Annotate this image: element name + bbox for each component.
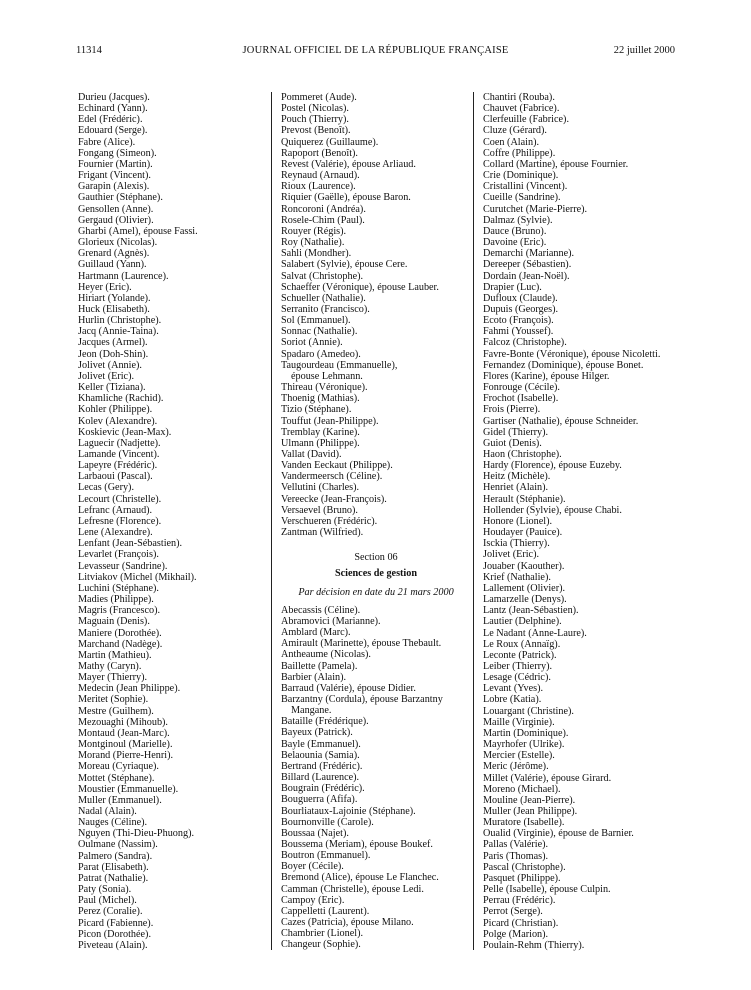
- list-item: Coen (Alain).: [483, 136, 540, 148]
- list-item: Laguecir (Nadjette).: [78, 437, 161, 449]
- list-item: Schaeffer (Véronique), épouse Lauber.: [281, 281, 439, 293]
- list-item: Lene (Alexandre).: [78, 527, 153, 539]
- list-item: Boussaa (Najet).: [281, 827, 349, 839]
- list-item: Boussema (Meriam), épouse Boukef.: [281, 839, 433, 850]
- list-item: Marchand (Nadège).: [78, 638, 163, 650]
- page-header: [76, 44, 675, 58]
- list-item: Bouguerra (Afifa).: [281, 794, 358, 806]
- list-item: Amirault (Marinette), épouse Thebault.: [281, 638, 442, 650]
- list-item: Gharbi (Amel), épouse Fassi.: [78, 225, 198, 237]
- list-item: Houdayer (Pauice).: [483, 527, 563, 539]
- list-item: Lantz (Jean-Sébastien).: [483, 605, 579, 617]
- list-item: Perez (Coralie).: [78, 906, 143, 918]
- list-item: Dordain (Jean-Noël).: [483, 270, 570, 282]
- list-item: Durieu (Jacques).: [78, 92, 150, 103]
- list-item: Levant (Yves).: [483, 683, 544, 695]
- list-item: Chantiri (Rouba).: [483, 92, 555, 103]
- list-item: Verschueren (Frédéric).: [281, 515, 378, 527]
- list-item: Camman (Christelle), épouse Ledi.: [281, 883, 424, 895]
- list-item: Serranito (Francisco).: [281, 303, 370, 315]
- list-item: Le Nadant (Anne-Laure).: [483, 627, 587, 639]
- list-item: Patrat (Nathalie).: [78, 872, 149, 884]
- list-item: Haon (Christophe).: [483, 449, 562, 460]
- list-item: Gidel (Thierry).: [483, 426, 549, 438]
- list-item: Schueller (Nathalie).: [281, 292, 366, 304]
- list-item: Martin (Mathieu).: [78, 649, 152, 661]
- list-item: Krief (Nathalie).: [483, 571, 551, 583]
- list-item: Montaud (Jean-Marc).: [78, 727, 170, 739]
- list-item: Bayle (Emmanuel).: [281, 738, 361, 750]
- list-item: Lamande (Vincent).: [78, 449, 160, 460]
- list-item: Pelle (Isabelle), épouse Culpin.: [483, 884, 611, 896]
- list-item: Abramovici (Marianne).: [281, 615, 381, 627]
- list-item: Baillette (Pamela).: [281, 660, 358, 672]
- list-item: Khamliche (Rachid).: [78, 393, 164, 405]
- section-title: Sciences de gestion: [334, 568, 418, 580]
- list-item: Mezouaghi (Mihoub).: [78, 716, 168, 728]
- list-item: Heyer (Eric).: [78, 281, 132, 293]
- list-item: Moreau (Cyriaque).: [78, 761, 159, 773]
- list-item: Oulmane (Nassim).: [78, 839, 158, 851]
- list-item: Changeur (Sophie).: [281, 939, 361, 951]
- list-item: Cazes (Patricia), épouse Milano.: [281, 917, 414, 929]
- list-item: Muller (Jean Philippe).: [483, 806, 578, 817]
- list-item: Montginoul (Marielle).: [78, 739, 173, 751]
- list-item: Riquier (Gaëlle), épouse Baron.: [281, 192, 411, 204]
- list-item: Bougrain (Frédéric).: [281, 783, 365, 795]
- list-item: Magris (Francesco).: [78, 605, 161, 617]
- list-item: Fahmi (Youssef).: [483, 326, 554, 338]
- list-item: Lecourt (Christelle).: [78, 493, 162, 505]
- list-item: Maille (Virginie).: [483, 716, 555, 728]
- list-item: Salabert (Sylvie), épouse Cere.: [281, 259, 408, 271]
- list-item: Luchini (Stéphane).: [78, 582, 159, 594]
- list-item: Tremblay (Karine).: [281, 426, 360, 438]
- list-item: Dereeper (Sébastien).: [483, 259, 572, 271]
- list-item: Pommeret (Aude).: [281, 92, 357, 103]
- list-item: Glorieux (Nicolas).: [78, 237, 158, 249]
- list-item: Frigant (Vincent).: [78, 170, 151, 182]
- list-item: Palmero (Sandra).: [78, 850, 153, 862]
- list-item: Bataille (Frédérique).: [281, 716, 369, 728]
- list-item: Thoenig (Mathias).: [281, 393, 360, 405]
- list-item: Ecoto (François).: [483, 315, 554, 327]
- list-item: Keller (Tiziana).: [78, 382, 146, 394]
- list-item: Hartmann (Laurence).: [78, 270, 169, 282]
- list-item: Bayeux (Patrick).: [281, 727, 353, 739]
- issue-date: 22 juillet 2000: [613, 45, 675, 56]
- list-item: Barzantny (Cordula), épouse Barzantny: [281, 693, 443, 705]
- list-item: Perrot (Serge).: [483, 906, 543, 918]
- name-column-2: [281, 92, 471, 951]
- list-item: Dufloux (Claude).: [483, 292, 558, 304]
- list-item: Gartiser (Nathalie), épouse Schneider.: [483, 415, 639, 427]
- list-item: Litviakov (Michel (Mikhail).: [78, 571, 197, 583]
- list-item: Drapier (Luc).: [483, 281, 542, 293]
- list-item: Fongang (Simeon).: [78, 147, 157, 159]
- list-item: Lapeyre (Frédéric).: [78, 460, 158, 472]
- list-item: Jacques (Armel).: [78, 337, 148, 349]
- list-item: Falcoz (Christophe).: [483, 337, 567, 349]
- list-item: Jolivet (Annie).: [78, 359, 142, 371]
- list-item: Vallat (David).: [281, 449, 342, 460]
- list-item-continuation: Mangane.: [291, 705, 332, 717]
- list-item: Mercier (Estelle).: [483, 750, 555, 762]
- list-item: Garapin (Alexis).: [78, 181, 150, 193]
- list-item: Vanden Eeckaut (Philippe).: [281, 460, 393, 472]
- list-item: Levarlet (François).: [78, 549, 159, 561]
- list-item: Mayrhofer (Ulrike).: [483, 739, 565, 751]
- list-item: Jolivet (Eric).: [483, 549, 540, 561]
- list-item: Dalmaz (Sylvie).: [483, 214, 553, 226]
- list-item: Cueille (Sandrine).: [483, 192, 561, 204]
- list-item: Paty (Sonia).: [78, 884, 132, 896]
- list-item: Spadaro (Amedeo).: [281, 348, 361, 360]
- list-item: Crie (Dominique).: [483, 170, 559, 182]
- list-item: Medecin (Jean Philippe).: [78, 683, 181, 695]
- list-item: Hardy (Florence), épouse Euzeby.: [483, 460, 622, 472]
- list-item: Muller (Emmanuel).: [78, 794, 162, 806]
- list-item: Thireau (Véronique).: [281, 382, 368, 394]
- section-decision: Par décision en date du 21 mars 2000: [298, 586, 454, 598]
- list-item: Flores (Karine), épouse Hilger.: [483, 370, 610, 382]
- list-item: Lamarzelle (Denys).: [483, 594, 567, 606]
- list-item: Maguain (Denis).: [78, 616, 150, 628]
- list-item: Nguyen (Thi-Dieu-Phuong).: [78, 828, 195, 840]
- list-item: Demarchi (Marianne).: [483, 248, 575, 260]
- list-item: Rouyer (Régis).: [281, 225, 347, 237]
- list-item: Levasseur (Sandrine).: [78, 560, 168, 572]
- list-item: Clerfeuille (Fabrice).: [483, 114, 569, 126]
- list-item: Frois (Pierre).: [483, 404, 541, 416]
- list-item: Soriot (Annie).: [281, 337, 343, 349]
- list-item: Bournonville (Carole).: [281, 816, 374, 828]
- list-item: Leiber (Thierry).: [483, 660, 553, 672]
- list-item: Jacq (Annie-Taina).: [78, 326, 159, 338]
- list-item: Barbier (Alain).: [281, 671, 347, 683]
- list-item: Picon (Dorothée).: [78, 928, 151, 940]
- list-item: Parat (Elisabeth).: [78, 861, 149, 873]
- list-item: Amblard (Marc).: [281, 627, 351, 639]
- list-item: Hurlin (Christophe).: [78, 315, 162, 327]
- list-item: Collard (Martine), épouse Fournier.: [483, 158, 629, 170]
- name-column-1: [78, 92, 254, 951]
- list-item: Lefranc (Arnaud).: [78, 504, 153, 516]
- list-item: Campoy (Eric).: [281, 894, 345, 906]
- list-item: Maniere (Dorothée).: [78, 627, 162, 639]
- list-item: Moreno (Michael).: [483, 783, 561, 795]
- list-item: Heitz (Michèle).: [483, 471, 551, 483]
- list-item: Frochot (Isabelle).: [483, 393, 559, 405]
- list-item: Grenard (Agnès).: [78, 248, 150, 260]
- list-item: Larbaoui (Pascal).: [78, 471, 153, 483]
- list-item: Polge (Marion).: [483, 928, 549, 940]
- list-item: Guillaud (Yann).: [78, 259, 147, 271]
- column-divider: [473, 92, 474, 950]
- list-item: Lesage (Cédric).: [483, 672, 551, 684]
- list-item: Taugourdeau (Emmanuelle),: [281, 359, 398, 371]
- list-item: Perrau (Frédéric).: [483, 895, 556, 907]
- list-item: Gauthier (Stéphane).: [78, 192, 163, 204]
- list-item: Piveteau (Alain).: [78, 939, 148, 951]
- list-item: Touffut (Jean-Philippe).: [281, 415, 379, 427]
- list-item: Edouard (Serge).: [78, 125, 148, 137]
- list-item: Fabre (Alice).: [78, 136, 136, 148]
- list-item: Koskievic (Jean-Max).: [78, 426, 172, 438]
- list-item: Versaevel (Bruno).: [281, 504, 358, 516]
- list-item: Chauvet (Fabrice).: [483, 103, 560, 115]
- list-item: Salvat (Christophe).: [281, 270, 364, 282]
- list-item: Mouline (Jean-Pierre).: [483, 794, 576, 806]
- list-item: Hollender (Sylvie), épouse Chabi.: [483, 504, 622, 516]
- list-item: Poulain-Rehm (Thierry).: [483, 939, 585, 951]
- list-item: Mestre (Guilhem).: [78, 705, 154, 717]
- list-item: Revest (Valérie), épouse Arliaud.: [281, 158, 416, 170]
- list-item: Kolev (Alexandre).: [78, 415, 158, 427]
- list-item: Honore (Lionel).: [483, 515, 553, 527]
- list-item: Curutchet (Marie-Pierre).: [483, 203, 588, 215]
- list-item: Postel (Nicolas).: [281, 103, 349, 115]
- list-item: Le Roux (Annaïg).: [483, 638, 561, 650]
- list-item: Kohler (Philippe).: [78, 404, 153, 416]
- list-item: Edel (Frédéric).: [78, 114, 143, 126]
- list-item: Quiquerez (Guillaume).: [281, 136, 379, 148]
- list-item: Antheaume (Nicolas).: [281, 649, 371, 661]
- list-item: Millet (Valérie), épouse Girard.: [483, 772, 612, 784]
- list-item: Paul (Michel).: [78, 895, 137, 907]
- list-item: Boyer (Cécile).: [281, 861, 344, 873]
- list-item: Rioux (Laurence).: [281, 181, 356, 193]
- list-item: Abecassis (Céline).: [281, 604, 361, 616]
- list-item: Martin (Dominique).: [483, 727, 569, 739]
- list-item: Fernandez (Dominique), épouse Bonet.: [483, 359, 644, 371]
- list-item: Paris (Thomas).: [483, 850, 549, 862]
- list-item: Louargant (Christine).: [483, 705, 574, 717]
- list-item: Dauce (Bruno).: [483, 225, 547, 237]
- list-item: Sol (Emmanuel).: [281, 315, 351, 327]
- list-item: Jolivet (Eric).: [78, 370, 135, 382]
- list-item: Pasquet (Philippe).: [483, 872, 561, 884]
- name-list: [281, 92, 471, 538]
- list-item: Isckia (Thierry).: [483, 538, 550, 550]
- list-item: Vereecke (Jean-François).: [281, 493, 387, 505]
- list-item: Nadal (Alain).: [78, 806, 137, 817]
- list-item: Henriet (Alain).: [483, 482, 549, 494]
- list-item: Sonnac (Nathalie).: [281, 326, 358, 338]
- list-item: Bremond (Alice), épouse Le Flanchec.: [281, 872, 439, 884]
- list-item: Oualid (Virginie), épouse de Barnier.: [483, 828, 634, 840]
- list-item: Sahli (Mondher).: [281, 248, 352, 260]
- list-item: Fonrouge (Cécile).: [483, 382, 560, 394]
- list-item: Echinard (Yann).: [78, 103, 148, 115]
- list-item: Fournier (Martin).: [78, 158, 153, 170]
- list-item: Jeon (Doh-Shin).: [78, 348, 149, 360]
- list-item: Favre-Bonte (Véronique), épouse Nicoletti.: [483, 348, 661, 360]
- list-item: Ulmann (Philippe).: [281, 437, 360, 449]
- page-number: 11314: [76, 45, 102, 56]
- list-item: Mayer (Thierry).: [78, 672, 148, 684]
- list-item: Meric (Jérôme).: [483, 761, 549, 773]
- list-item-continuation: épouse Lehmann.: [291, 370, 363, 382]
- list-item: Lallement (Olivier).: [483, 582, 566, 594]
- list-item: Lefresne (Florence).: [78, 515, 162, 527]
- section-number: Section 06: [354, 552, 398, 564]
- list-item: Hiriart (Yolande).: [78, 292, 151, 304]
- list-item: Tizio (Stéphane).: [281, 404, 352, 416]
- list-item: Guiot (Denis).: [483, 437, 542, 449]
- list-item: Huck (Elisabeth).: [78, 303, 150, 315]
- list-item: Vandermeersch (Céline).: [281, 471, 383, 483]
- list-item: Meritet (Sophie).: [78, 694, 149, 706]
- list-item: Boutron (Emmanuel).: [281, 850, 371, 862]
- list-item: Rosele-Chim (Paul).: [281, 214, 365, 226]
- list-item: Cristallini (Vincent).: [483, 181, 568, 193]
- list-item: Herault (Stéphanie).: [483, 493, 566, 505]
- list-item: Picard (Christian).: [483, 917, 559, 929]
- list-item: Roncoroni (Andréa).: [281, 203, 366, 215]
- list-item: Chambrier (Lionel).: [281, 928, 364, 940]
- list-item: Gensollen (Anne).: [78, 203, 154, 215]
- list-item: Gergaud (Olivier).: [78, 214, 154, 226]
- name-column-3: [483, 92, 683, 951]
- list-item: Reynaud (Arnaud).: [281, 170, 360, 182]
- list-item: Mottet (Stéphane).: [78, 772, 155, 784]
- list-item: Mathy (Caryn).: [78, 660, 142, 672]
- list-item: Lenfant (Jean-Sébastien).: [78, 538, 183, 550]
- list-item: Pascal (Christophe).: [483, 861, 566, 873]
- list-item: Pouch (Thierry).: [281, 114, 349, 126]
- list-item: Davoine (Eric).: [483, 237, 547, 249]
- list-item: Nauges (Céline).: [78, 817, 148, 829]
- list-item: Madies (Philippe).: [78, 594, 154, 606]
- list-item: Billard (Laurence).: [281, 772, 360, 784]
- list-item: Morand (Pierre-Henri).: [78, 750, 174, 762]
- name-list: [281, 605, 471, 951]
- list-item: Zantman (Wilfried).: [281, 527, 364, 539]
- list-item: Cappelletti (Laurent).: [281, 905, 370, 917]
- list-item: Cluze (Gérard).: [483, 125, 547, 137]
- list-item: Dupuis (Georges).: [483, 303, 559, 315]
- list-item: Barraud (Valérie), épouse Didier.: [281, 682, 416, 694]
- list-item: Muratore (Isabelle).: [483, 817, 565, 829]
- list-item: Belaounia (Samia).: [281, 749, 360, 761]
- list-item: Bourliataux-Lajoinie (Stéphane).: [281, 805, 416, 817]
- list-item: Moustier (Emmanuelle).: [78, 783, 179, 795]
- list-item: Rapoport (Benoît).: [281, 147, 358, 159]
- list-item: Coffre (Philippe).: [483, 147, 556, 159]
- list-item: Pallas (Valérie).: [483, 839, 549, 851]
- journal-title: JOURNAL OFFICIEL DE LA RÉPUBLIQUE FRANÇAISE: [242, 45, 509, 56]
- list-item: Lautier (Delphine).: [483, 616, 562, 628]
- list-item: Lecas (Gery).: [78, 482, 134, 494]
- list-item: Lobre (Katia).: [483, 694, 542, 706]
- list-item: Leconte (Patrick).: [483, 649, 557, 661]
- list-item: Picard (Fabienne).: [78, 917, 154, 929]
- list-item: Jouaber (Kaouther).: [483, 560, 565, 572]
- column-divider: [271, 92, 272, 950]
- list-item: Roy (Nathalie).: [281, 237, 345, 249]
- list-item: Vellutini (Charles).: [281, 482, 360, 494]
- list-item: Bertrand (Frédéric).: [281, 760, 363, 772]
- list-item: Prevost (Benoît).: [281, 125, 351, 137]
